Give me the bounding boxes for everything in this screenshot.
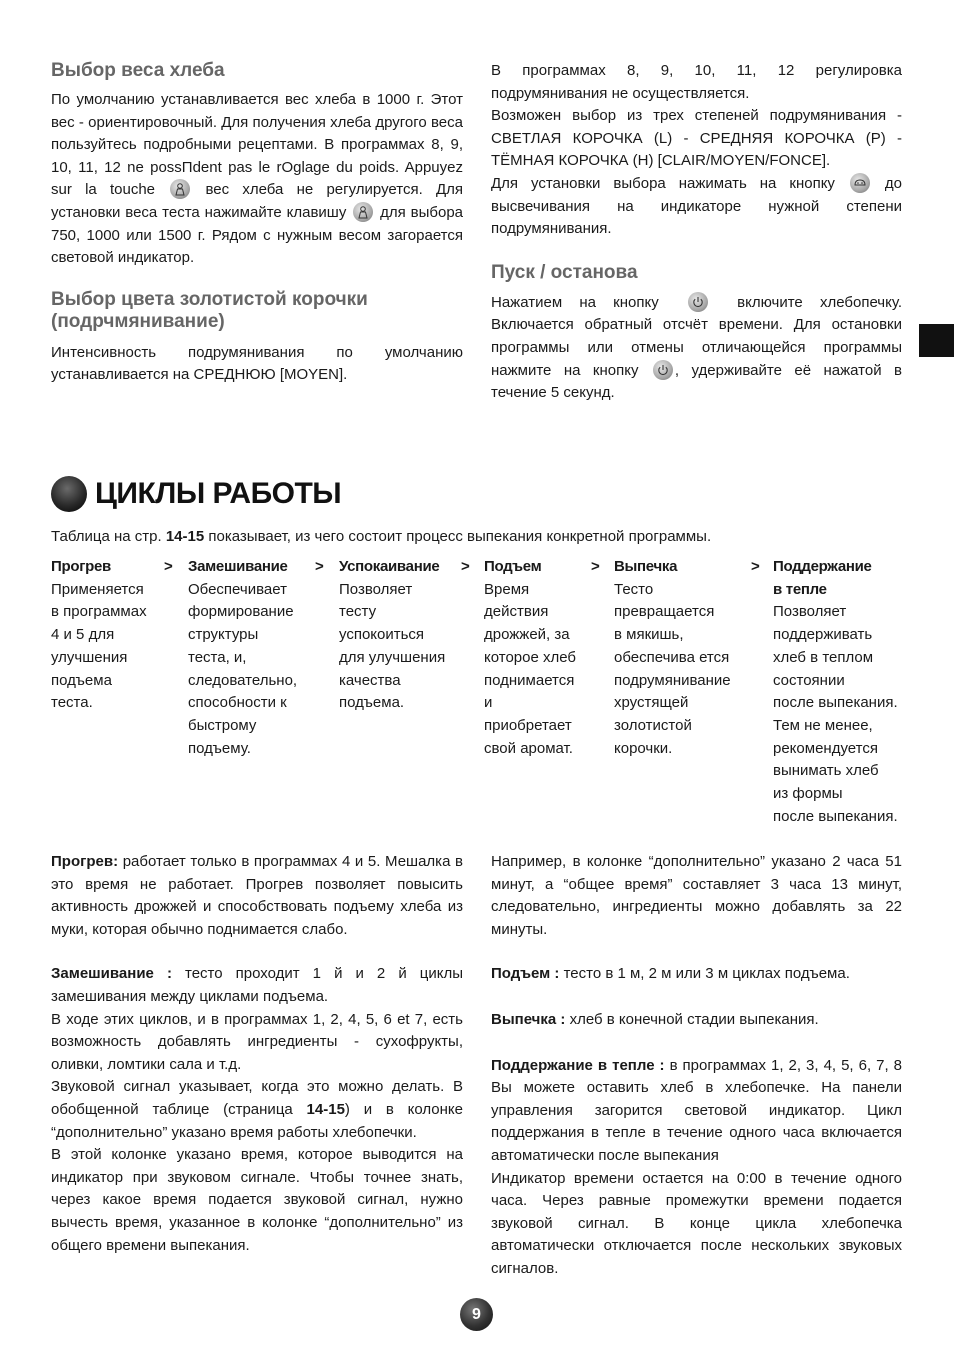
start-stop-text: Нажатием на кнопку включите хлебопечку. Включается обратный отсчёт времени. Для остановки программы или отмены отличающейся программы нажмите на кнопку , удерживайте её нажатой в течение 5 секунд. (491, 293, 903, 402)
cycle-rest: Успокаивание Позволяет тесту успокоиться для улучшения качества подъема. (339, 558, 446, 712)
section-title (51, 474, 341, 514)
power-button-icon (688, 292, 708, 312)
crust-button-icon (850, 173, 870, 193)
cycle-kneading: Замешивание Обеспечивает формирование структуры теста, и, следовательно, способности к быстрому подъему. (188, 558, 298, 757)
baking-paragraph: Выпечка : хлеб в конечной стадии выпекания. (491, 1010, 819, 1028)
right-top-column (491, 60, 902, 405)
browning-instruction: Для установки выбора нажимать на кнопку до высвечивания на индикаторе нужной степени подрумянивания. (491, 174, 902, 238)
bottom-left-column (51, 851, 463, 1257)
start-stop-heading: Пуск / останова (491, 261, 638, 283)
weight-heading: Выбор веса хлеба (51, 60, 225, 81)
power-button-icon (653, 360, 673, 380)
weight-button-icon (170, 179, 190, 199)
bottom-right-column (491, 851, 902, 1281)
kneading-paragraph: Замешивание : тесто проходит 1 й и 2 й циклы замешивания между циклами подъема. (51, 965, 463, 1005)
weight-text: По умолчанию устанавливается вес хлеба в 1000 г. Этот вес - ориентировочный. Для получения хлеба другого веса пользуйтесь подробными рецептами. В программах 8, 9, 10, 11, 12 ne possПdent pas le rОglage du poids. Appuyez sur la touche вес хлеба не регулируется. Для установки веса теста нажимайте клавишу для выбора 750, 1000 или 1500 г. Рядом с нужным весом загорается световой индикатор. (51, 91, 464, 267)
ingredients-paragraph: В ходе этих циклов, и в программах 1, 2, 4, 5, 6 et 7, есть возможность добавлять ингредиенты - сухофрукты, оливки, ломтики сала и т.д. (51, 1010, 463, 1073)
left-top-column (51, 60, 463, 387)
cycle-preheat: Прогрев Применяется в программах 4 и 5 для улучшения подъема теста. (51, 558, 147, 712)
cycle-arrow: > (751, 558, 760, 575)
keep-warm-paragraph: Поддержание в тепле : в программах 1, 2, 3, 4, 5, 6, 7, 8 Вы можете оставить хлеб в хлебопечке. На панели управления загорится световой индикатор. Цикл поддержания в тепле в течение одного часа включается автоматически после выпекания (491, 1056, 902, 1164)
column-time-paragraph: В этой колонке указано время, которое выводится на индикатор при звуковом сигнале. Чтобы точнее знать, через какое время подается звуковой сигнал, нужно вычесть время, указанное в колонке “дополнительно” из общего времени выпекания. (51, 1146, 463, 1254)
crust-text: Интенсивность подрумянивания по умолчанию устанавливается на СРЕДНЮЮ [MOYEN]. (51, 343, 463, 384)
cycle-keep-warm: Поддержание в тепле Позволяет поддерживать хлеб в теплом состоянии после выпекания. Тем не менее, рекомендуется вынимать хлеб из формы после выпекания. (773, 558, 898, 825)
cycle-rise: Подъем Время действия дрожжей, за которое хлеб поднимается и приобретает свой аромат. (484, 558, 576, 757)
time-indicator-paragraph: Индикатор времени остается на 0:00 в течение одного часа. Через равные промежутки времени подается звуковой сигнал. В конце цикла хлебопечка автоматически отключается после нескольких звуковых сигналов. (491, 1169, 902, 1277)
cycle-arrow: > (591, 558, 600, 575)
cycle-arrow: > (461, 558, 470, 575)
preheat-paragraph: Прогрев: работает только в программах 4 и 5. Мешалка в это время не работает. Прогрев позволяет повысить активность дрожжей и способствовать подъему хлеба из муки, которая обычно поднимается слабо. (51, 853, 463, 938)
section-tab-marker (919, 324, 954, 357)
section-title-text: ЦИКЛЫ РАБОТЫ (95, 477, 342, 510)
section-intro: Таблица на стр. 14-15 показывает, из чего состоит процесс выпекания конкретной программы. (51, 528, 712, 545)
bullet-ball-icon (51, 476, 87, 512)
page-number: 9 (460, 1298, 493, 1331)
cycle-arrow: > (315, 558, 324, 575)
cycle-arrow: > (164, 558, 173, 575)
browning-note: В программах 8, 9, 10, 11, 12 регулировка подрумянивания не осуществляется. (491, 62, 902, 102)
example-paragraph: Например, в колонке “дополнительно” указано 2 часа 51 минут, а “общее время” составляет 3 часа 13 минут, следовательно, ингредиенты можно добавлять за 22 минуты. (491, 853, 902, 938)
cycle-baking: Выпечка Тесто превращается в мякишь, обеспечива ется подрумянивание хрустящей золотистой корочки. (614, 558, 731, 757)
crust-heading: Выбор цвета золотистой корочки (подрчмянивание) (51, 288, 368, 332)
weight-button-icon (353, 202, 373, 222)
browning-levels: Возможен выбор из трех степеней подрумянивания - СВЕТЛАЯ КОРОЧКА (L) - СРЕДНЯЯ КОРОЧКА (P) - ТЁМНАЯ КОРОЧКА (H) [CLAIR/MOYEN/FONCE]. (491, 107, 902, 170)
signal-paragraph: Звуковой сигнал указывает, когда это можно делать. В обобщенной таблице (страница 14-15) и в колонке “дополнительно” указано время работы хлебопечки. (51, 1078, 463, 1141)
rise-paragraph: Подъем : тесто в 1 м, 2 м или 3 м циклах подъема. (491, 965, 850, 983)
